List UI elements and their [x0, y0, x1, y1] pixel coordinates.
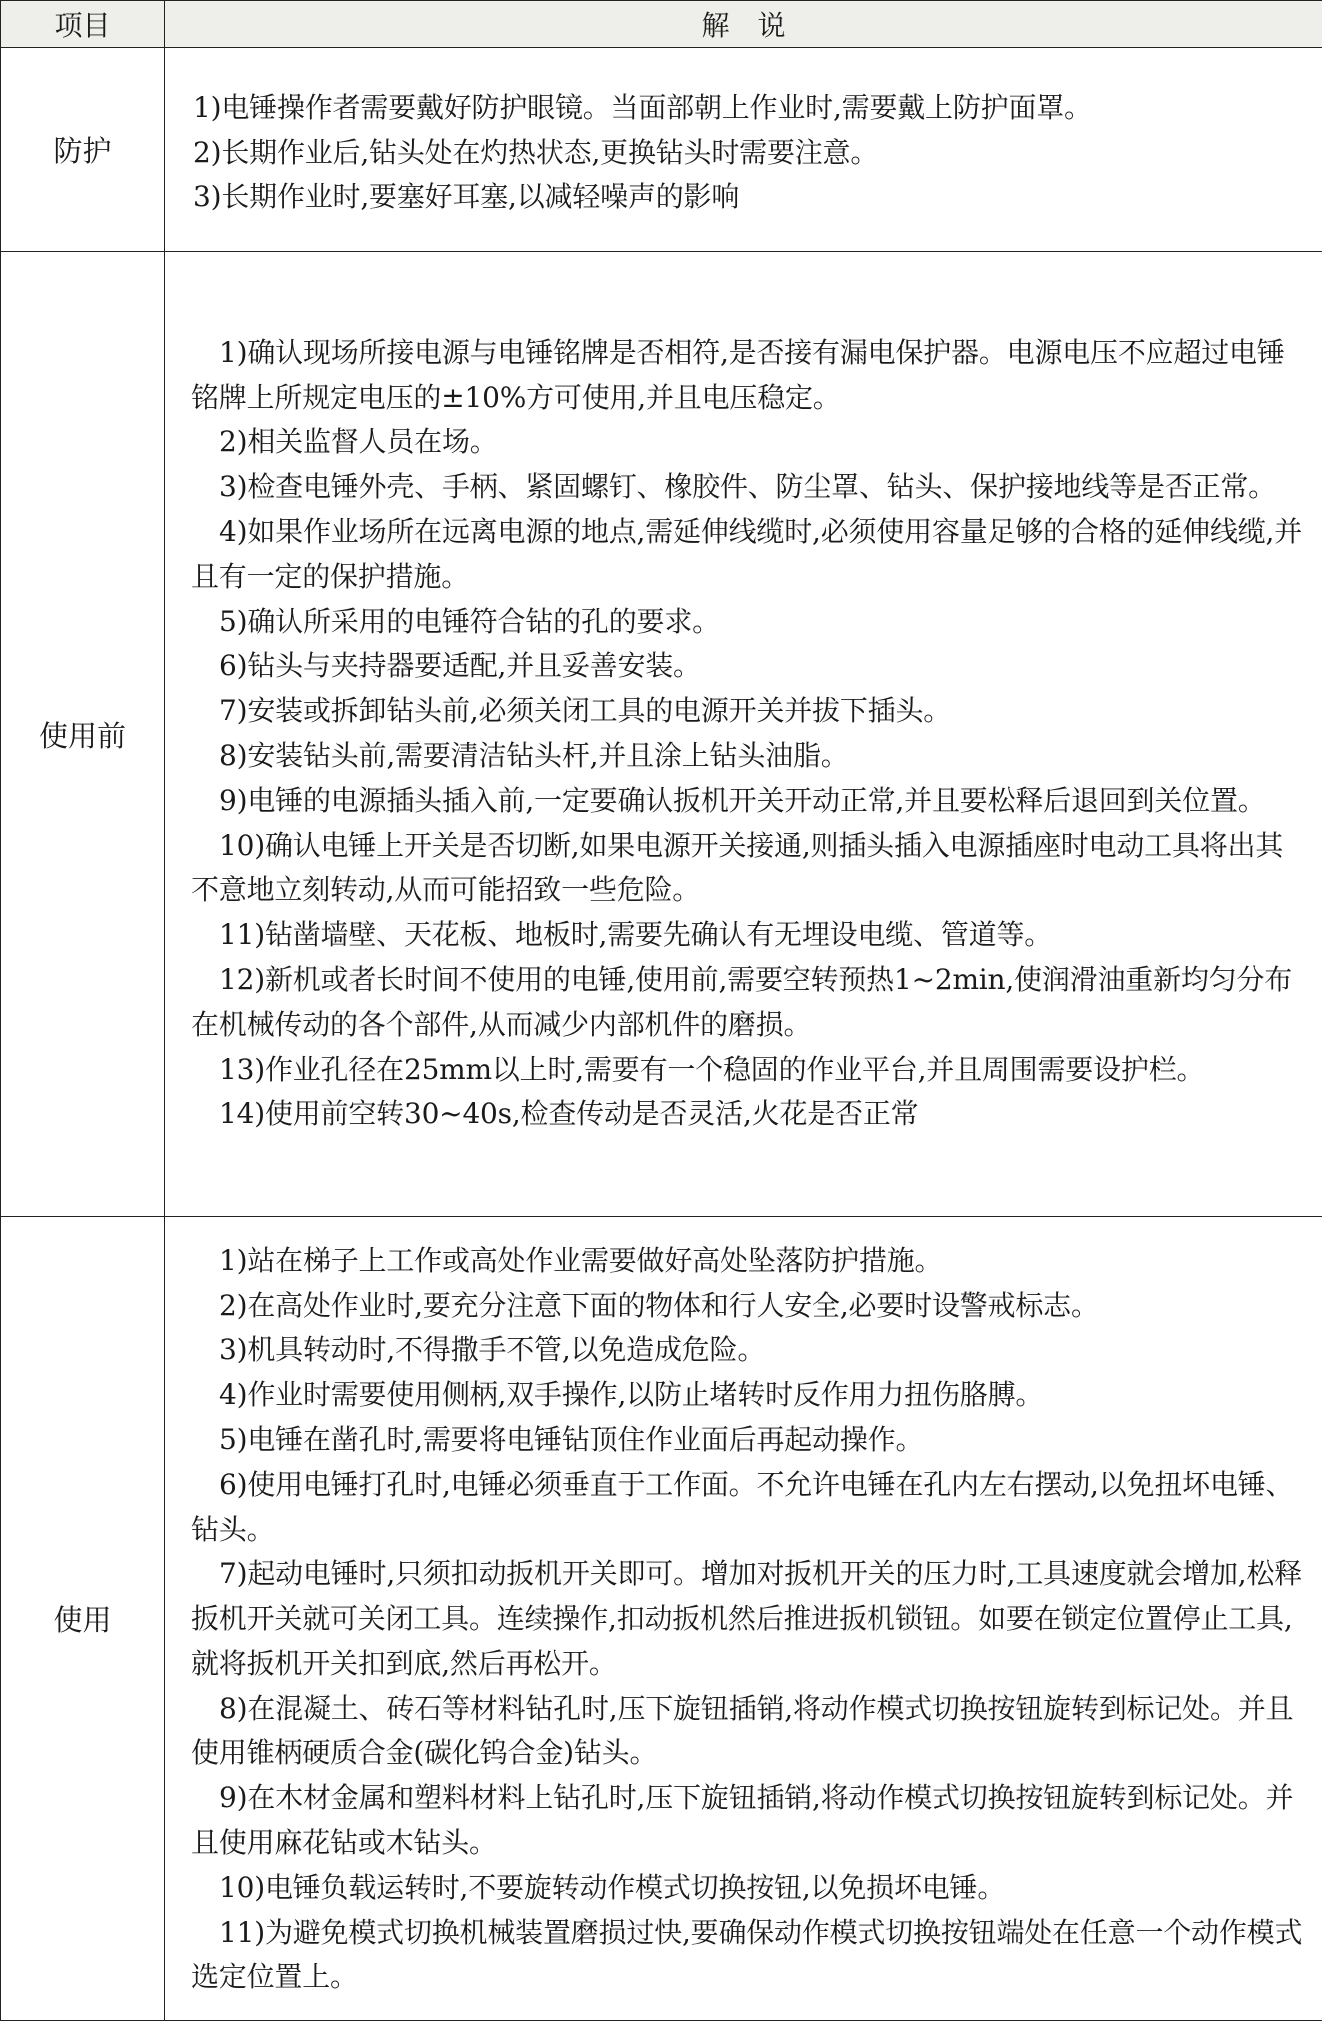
list-item: 3)机具转动时,不得撒手不管,以免造成危险。: [191, 1328, 1306, 1373]
list-item: 7)起动电锤时,只须扣动扳机开关即可。增加对扳机开关的压力时,工具速度就会增加,松释扳机开关就可关闭工具。连续操作,扣动扳机然后推进扳机锁钮。如要在锁定位置停止工具,就将扳机开关扣到底,然后再松开。: [191, 1552, 1306, 1686]
list-item: 8)安装钻头前,需要清洁钻头杆,并且涂上钻头油脂。: [191, 734, 1306, 779]
list-item: 2)在高处作业时,要充分注意下面的物体和行人安全,必要时设警戒标志。: [191, 1284, 1306, 1329]
table-header-row: [1, 1, 1322, 48]
list-item: 6)钻头与夹持器要适配,并且妥善安装。: [191, 644, 1306, 689]
list-item: 8)在混凝土、砖石等材料钻孔时,压下旋钮插销,将动作模式切换按钮旋转到标记处。并且使用锥柄硬质合金(碳化钨合金)钻头。: [191, 1687, 1306, 1777]
row-description-use: [165, 1217, 1322, 2021]
table-row: [1, 48, 1322, 252]
list-item: 1)电锤操作者需要戴好防护眼镜。当面部朝上作业时,需要戴上防护面罩。: [193, 86, 1306, 131]
list-item: 2)长期作业后,钻头处在灼热状态,更换钻头时需要注意。: [193, 131, 1306, 176]
list-item: 4)如果作业场所在远离电源的地点,需延伸线缆时,必须使用容量足够的合格的延伸线缆,并且有一定的保护措施。: [191, 510, 1306, 600]
list-item: 11)为避免模式切换机械装置磨损过快,要确保动作模式切换按钮端处在任意一个动作模式选定位置上。: [191, 1911, 1306, 2001]
list-item: 9)电锤的电源插头插入前,一定要确认扳机开关开动正常,并且要松释后退回到关位置。: [191, 779, 1306, 824]
table-row: [1, 1217, 1322, 2021]
row-item-before-use: 使用前: [1, 252, 165, 1217]
table-row: [1, 252, 1322, 1217]
list-item: 13)作业孔径在25mm以上时,需要有一个稳固的作业平台,并且周围需要设护栏。: [191, 1048, 1306, 1093]
list-item: 4)作业时需要使用侧柄,双手操作,以防止堵转时反作用力扭伤胳膊。: [191, 1373, 1306, 1418]
list-item: 1)确认现场所接电源与电锤铭牌是否相符,是否接有漏电保护器。电源电压不应超过电锤铭牌上所规定电压的±10%方可使用,并且电压稳定。: [191, 331, 1306, 421]
row-description-protection: [165, 48, 1322, 252]
list-item: 3)长期作业时,要塞好耳塞,以减轻噪声的影响: [193, 175, 1306, 220]
row-item-use: 使用: [1, 1217, 165, 2021]
row-description-before-use: [165, 252, 1322, 1217]
list-item: 9)在木材金属和塑料材料上钻孔时,压下旋钮插销,将动作模式切换按钮旋转到标记处。并且使用麻花钻或木钻头。: [191, 1776, 1306, 1866]
list-item: 5)确认所采用的电锤符合钻的孔的要求。: [191, 600, 1306, 645]
header-item: 项目: [1, 1, 165, 48]
list-item: 10)确认电锤上开关是否切断,如果电源开关接通,则插头插入电源插座时电动工具将出其不意地立刻转动,从而可能招致一些危险。: [191, 824, 1306, 914]
list-item: 14)使用前空转30~40s,检查传动是否灵活,火花是否正常: [191, 1092, 1306, 1137]
list-item: 1)站在梯子上工作或高处作业需要做好高处坠落防护措施。: [191, 1239, 1306, 1284]
list-item: 2)相关监督人员在场。: [191, 420, 1306, 465]
list-item: 6)使用电锤打孔时,电锤必须垂直于工作面。不允许电锤在孔内左右摆动,以免扭坏电锤、钻头。: [191, 1463, 1306, 1553]
header-description: 解 说: [165, 1, 1322, 48]
row-item-protection: 防护: [1, 48, 165, 252]
list-item: 12)新机或者长时间不使用的电锤,使用前,需要空转预热1~2min,使润滑油重新均匀分布在机械传动的各个部件,从而减少内部机件的磨损。: [191, 958, 1306, 1048]
list-item: 10)电锤负载运转时,不要旋转动作模式切换按钮,以免损坏电锤。: [191, 1866, 1306, 1911]
list-item: 3)检查电锤外壳、手柄、紧固螺钉、橡胶件、防尘罩、钻头、保护接地线等是否正常。: [191, 465, 1306, 510]
list-item: 11)钻凿墙壁、天花板、地板时,需要先确认有无埋设电缆、管道等。: [191, 913, 1306, 958]
list-item: 7)安装或拆卸钻头前,必须关闭工具的电源开关并拔下插头。: [191, 689, 1306, 734]
list-item: 5)电锤在凿孔时,需要将电锤钻顶住作业面后再起动操作。: [191, 1418, 1306, 1463]
